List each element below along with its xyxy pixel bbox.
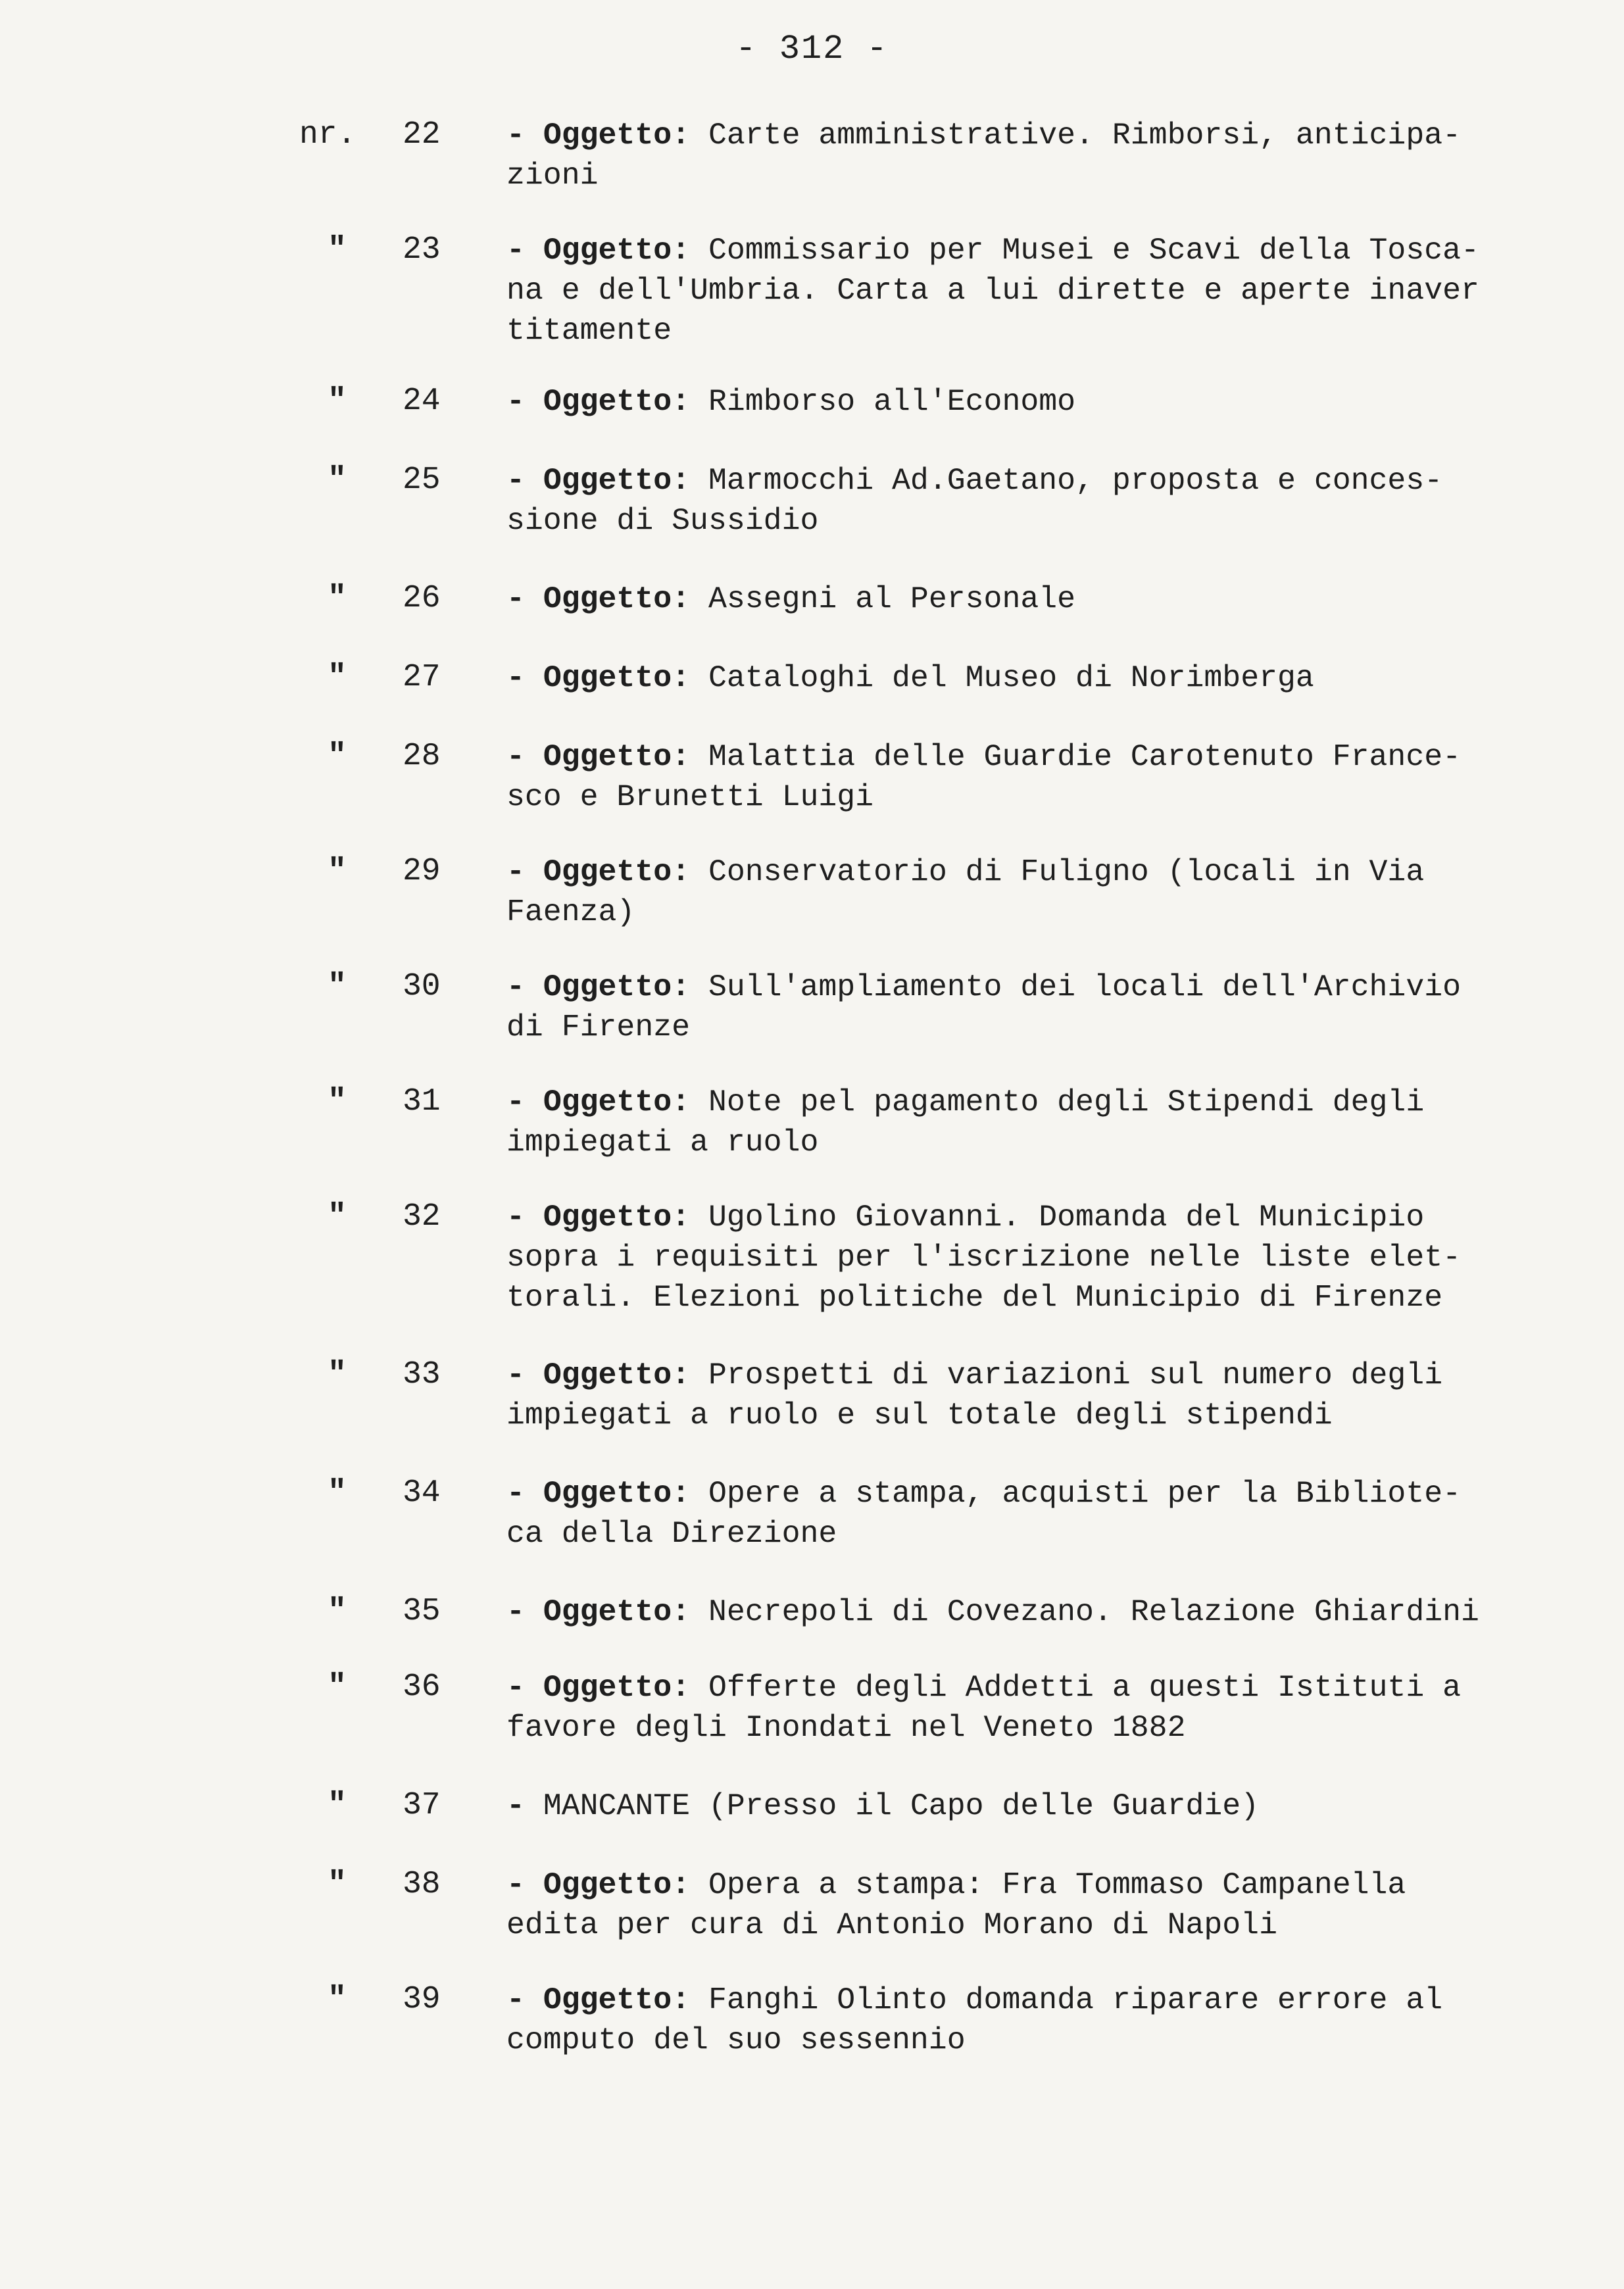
- ditto-mark: ": [328, 1475, 347, 1511]
- entry-line-text: titamente: [506, 313, 672, 348]
- entry-dash: -: [506, 233, 525, 268]
- entry-description: [506, 579, 1539, 619]
- entry-label: Oggetto:: [543, 1200, 691, 1235]
- entry-line-text: Sull'ampliamento dei locali dell'Archivio: [708, 970, 1462, 1004]
- entry-line-text: zioni: [506, 158, 599, 193]
- entry-dash: -: [506, 1085, 525, 1120]
- entry-line: [506, 1122, 1539, 1162]
- entry-number: 22: [403, 117, 441, 153]
- entry-label: Oggetto:: [543, 1670, 691, 1705]
- entry-line-text: ca della Direzione: [506, 1516, 837, 1551]
- ditto-mark: ": [328, 1669, 347, 1705]
- entry-description: [506, 737, 1539, 817]
- ditto-mark: ": [328, 660, 347, 695]
- entry-line: [506, 501, 1539, 541]
- entry-label: Oggetto:: [543, 1982, 691, 2017]
- entry-line-text: Opere a stampa, acquisti per la Bibliote-: [708, 1476, 1462, 1511]
- entry-line: [506, 2020, 1539, 2060]
- entry-line-text: Assegni al Personale: [708, 581, 1076, 616]
- entry-dash: -: [506, 1867, 525, 1902]
- entry-line-text: Prospetti di variazioni sul numero degli: [708, 1358, 1443, 1392]
- entry-dash: -: [506, 463, 525, 498]
- entry-line-text: torali. Elezioni politiche del Municipio di Firenze: [506, 1280, 1443, 1315]
- entry-line: [506, 1592, 1539, 1632]
- entry-description: [506, 460, 1539, 541]
- entry-line-text: Fanghi Olinto domanda riparare errore al: [708, 1982, 1443, 2017]
- entry-line: [506, 1786, 1539, 1826]
- entry-description: [506, 230, 1539, 351]
- ditto-mark: ": [328, 854, 347, 889]
- entry-description: [506, 1355, 1539, 1435]
- entry-label: Oggetto:: [543, 463, 691, 498]
- entry-dash: -: [506, 970, 525, 1004]
- entry-prefix-nr: nr.: [299, 117, 357, 153]
- entry-label: Oggetto:: [543, 660, 691, 695]
- entry-description: [506, 852, 1539, 932]
- entry-line-text: computo del suo sessennio: [506, 2023, 966, 2057]
- entry-line-text: MANCANTE (Presso il Capo delle Guardie): [543, 1788, 1260, 1823]
- entry-line: [506, 1667, 1539, 1708]
- entry-description: [506, 658, 1539, 698]
- entry-description: [506, 1865, 1539, 1945]
- entry-line: [506, 1237, 1539, 1277]
- entry-line: [506, 777, 1539, 817]
- entry-line: [506, 967, 1539, 1007]
- entry-line-text: Conservatorio di Fuligno (locali in Via: [708, 854, 1425, 889]
- entry-dash: -: [506, 1200, 525, 1235]
- entry-label: Oggetto:: [543, 854, 691, 889]
- ditto-mark: ": [328, 1084, 347, 1120]
- entry-description: [506, 115, 1539, 195]
- entry-line-text: favore degli Inondati nel Veneto 1882: [506, 1710, 1186, 1745]
- entry-description: [506, 1592, 1539, 1632]
- entry-line-text: di Firenze: [506, 1010, 691, 1045]
- entry-line: [506, 1355, 1539, 1395]
- entry-line: [506, 1007, 1539, 1047]
- page-number: - 312 -: [735, 30, 889, 68]
- entry-number: 37: [403, 1788, 441, 1823]
- entry-line: [506, 579, 1539, 619]
- entry-line-text: impiegati a ruolo e sul totale degli stipendi: [506, 1398, 1333, 1433]
- entry-description: [506, 1667, 1539, 1748]
- entry-line-text: Faenza): [506, 895, 635, 929]
- entry-line-text: Marmocchi Ad.Gaetano, proposta e conces-: [708, 463, 1443, 498]
- entry-dash: -: [506, 384, 525, 419]
- entry-number: 31: [403, 1084, 441, 1120]
- entry-line: [506, 115, 1539, 155]
- entry-label: Oggetto:: [543, 1594, 691, 1629]
- entry-line: [506, 1082, 1539, 1122]
- entry-description: [506, 1980, 1539, 2060]
- entry-number: 27: [403, 660, 441, 695]
- ditto-mark: ": [328, 1357, 347, 1392]
- entry-line-text: Opera a stampa: Fra Tommaso Campanella: [708, 1867, 1406, 1902]
- entry-number: 33: [403, 1357, 441, 1392]
- entry-line: [506, 1197, 1539, 1237]
- entry-label: Oggetto:: [543, 1085, 691, 1120]
- entry-dash: -: [506, 739, 525, 774]
- entry-number: 24: [403, 383, 441, 419]
- entry-number: 35: [403, 1594, 441, 1629]
- entry-label: Oggetto:: [543, 739, 691, 774]
- entry-number: 25: [403, 462, 441, 498]
- entry-line: [506, 1395, 1539, 1435]
- entry-line-text: Rimborso all'Economo: [708, 384, 1076, 419]
- entry-line: [506, 737, 1539, 777]
- ditto-mark: ": [328, 1594, 347, 1629]
- entry-dash: -: [506, 854, 525, 889]
- ditto-mark: ": [328, 1199, 347, 1235]
- entry-line: [506, 460, 1539, 501]
- entry-number: 28: [403, 739, 441, 774]
- entry-number: 39: [403, 1982, 441, 2017]
- entry-number: 26: [403, 581, 441, 616]
- entry-line: [506, 1905, 1539, 1945]
- entry-description: [506, 382, 1539, 422]
- entry-dash: -: [506, 1594, 525, 1629]
- entry-line-text: Malattia delle Guardie Carotenuto France-: [708, 739, 1462, 774]
- entry-line: [506, 270, 1539, 310]
- entry-label: Oggetto:: [543, 1358, 691, 1392]
- ditto-mark: ": [328, 581, 347, 616]
- entry-dash: -: [506, 660, 525, 695]
- entry-line-text: edita per cura di Antonio Morano di Napoli: [506, 1908, 1277, 1942]
- entry-number: 30: [403, 969, 441, 1004]
- entry-line: [506, 1865, 1539, 1905]
- ditto-mark: ": [328, 969, 347, 1004]
- entry-line-text: Offerte degli Addetti a questi Istituti a: [708, 1670, 1462, 1705]
- entry-number: 38: [403, 1867, 441, 1902]
- entry-dash: -: [506, 1358, 525, 1392]
- entry-line-text: Cataloghi del Museo di Norimberga: [708, 660, 1314, 695]
- entry-line: [506, 382, 1539, 422]
- entry-line-text: na e dell'Umbria. Carta a lui dirette e aperte inaver: [506, 273, 1479, 308]
- entry-label: Oggetto:: [543, 581, 691, 616]
- ditto-mark: ": [328, 462, 347, 498]
- entry-line-text: Note pel pagamento degli Stipendi degli: [708, 1085, 1425, 1120]
- entry-line-text: sopra i requisiti per l'iscrizione nelle liste elet-: [506, 1240, 1462, 1275]
- entry-line: [506, 230, 1539, 270]
- entry-dash: -: [506, 118, 525, 153]
- entry-line: [506, 658, 1539, 698]
- entry-description: [506, 1197, 1539, 1317]
- ditto-mark: ": [328, 1982, 347, 2017]
- ditto-mark: ": [328, 1867, 347, 1902]
- entry-line: [506, 852, 1539, 892]
- entry-line-text: Necrepoli di Covezano. Relazione Ghiardini: [708, 1594, 1479, 1629]
- entry-dash: -: [506, 581, 525, 616]
- ditto-mark: ": [328, 739, 347, 774]
- entry-line: [506, 1514, 1539, 1554]
- entry-line: [506, 1473, 1539, 1514]
- entry-line-text: Carte amministrative. Rimborsi, anticipa-: [708, 118, 1462, 153]
- entry-line: [506, 1708, 1539, 1748]
- entry-line-text: impiegati a ruolo: [506, 1125, 819, 1160]
- entry-line: [506, 892, 1539, 932]
- entry-number: 34: [403, 1475, 441, 1511]
- entry-number: 29: [403, 854, 441, 889]
- entry-description: [506, 967, 1539, 1047]
- entry-line-text: sione di Sussidio: [506, 503, 819, 538]
- entry-line-text: sco e Brunetti Luigi: [506, 779, 874, 814]
- entry-label: Oggetto:: [543, 1867, 691, 1902]
- entry-dash: -: [506, 1982, 525, 2017]
- entry-label: Oggetto:: [543, 970, 691, 1004]
- entry-line: [506, 310, 1539, 351]
- entry-description: [506, 1082, 1539, 1162]
- entry-label: Oggetto:: [543, 118, 691, 153]
- entry-label: Oggetto:: [543, 1476, 691, 1511]
- ditto-mark: ": [328, 1788, 347, 1823]
- entry-description: [506, 1786, 1539, 1826]
- entry-number: 36: [403, 1669, 441, 1705]
- entry-number: 23: [403, 232, 441, 268]
- entry-dash: -: [506, 1670, 525, 1705]
- entry-line-text: Commissario per Musei e Scavi della Tosca-: [708, 233, 1479, 268]
- entry-label: Oggetto:: [543, 384, 691, 419]
- ditto-mark: ": [328, 383, 347, 419]
- entry-dash: -: [506, 1476, 525, 1511]
- entry-number: 32: [403, 1199, 441, 1235]
- entry-description: [506, 1473, 1539, 1554]
- entry-dash: -: [506, 1788, 525, 1823]
- entry-line: [506, 155, 1539, 195]
- entry-line: [506, 1980, 1539, 2020]
- ditto-mark: ": [328, 232, 347, 268]
- entry-line-text: Ugolino Giovanni. Domanda del Municipio: [708, 1200, 1425, 1235]
- entry-line: [506, 1277, 1539, 1317]
- entry-label: Oggetto:: [543, 233, 691, 268]
